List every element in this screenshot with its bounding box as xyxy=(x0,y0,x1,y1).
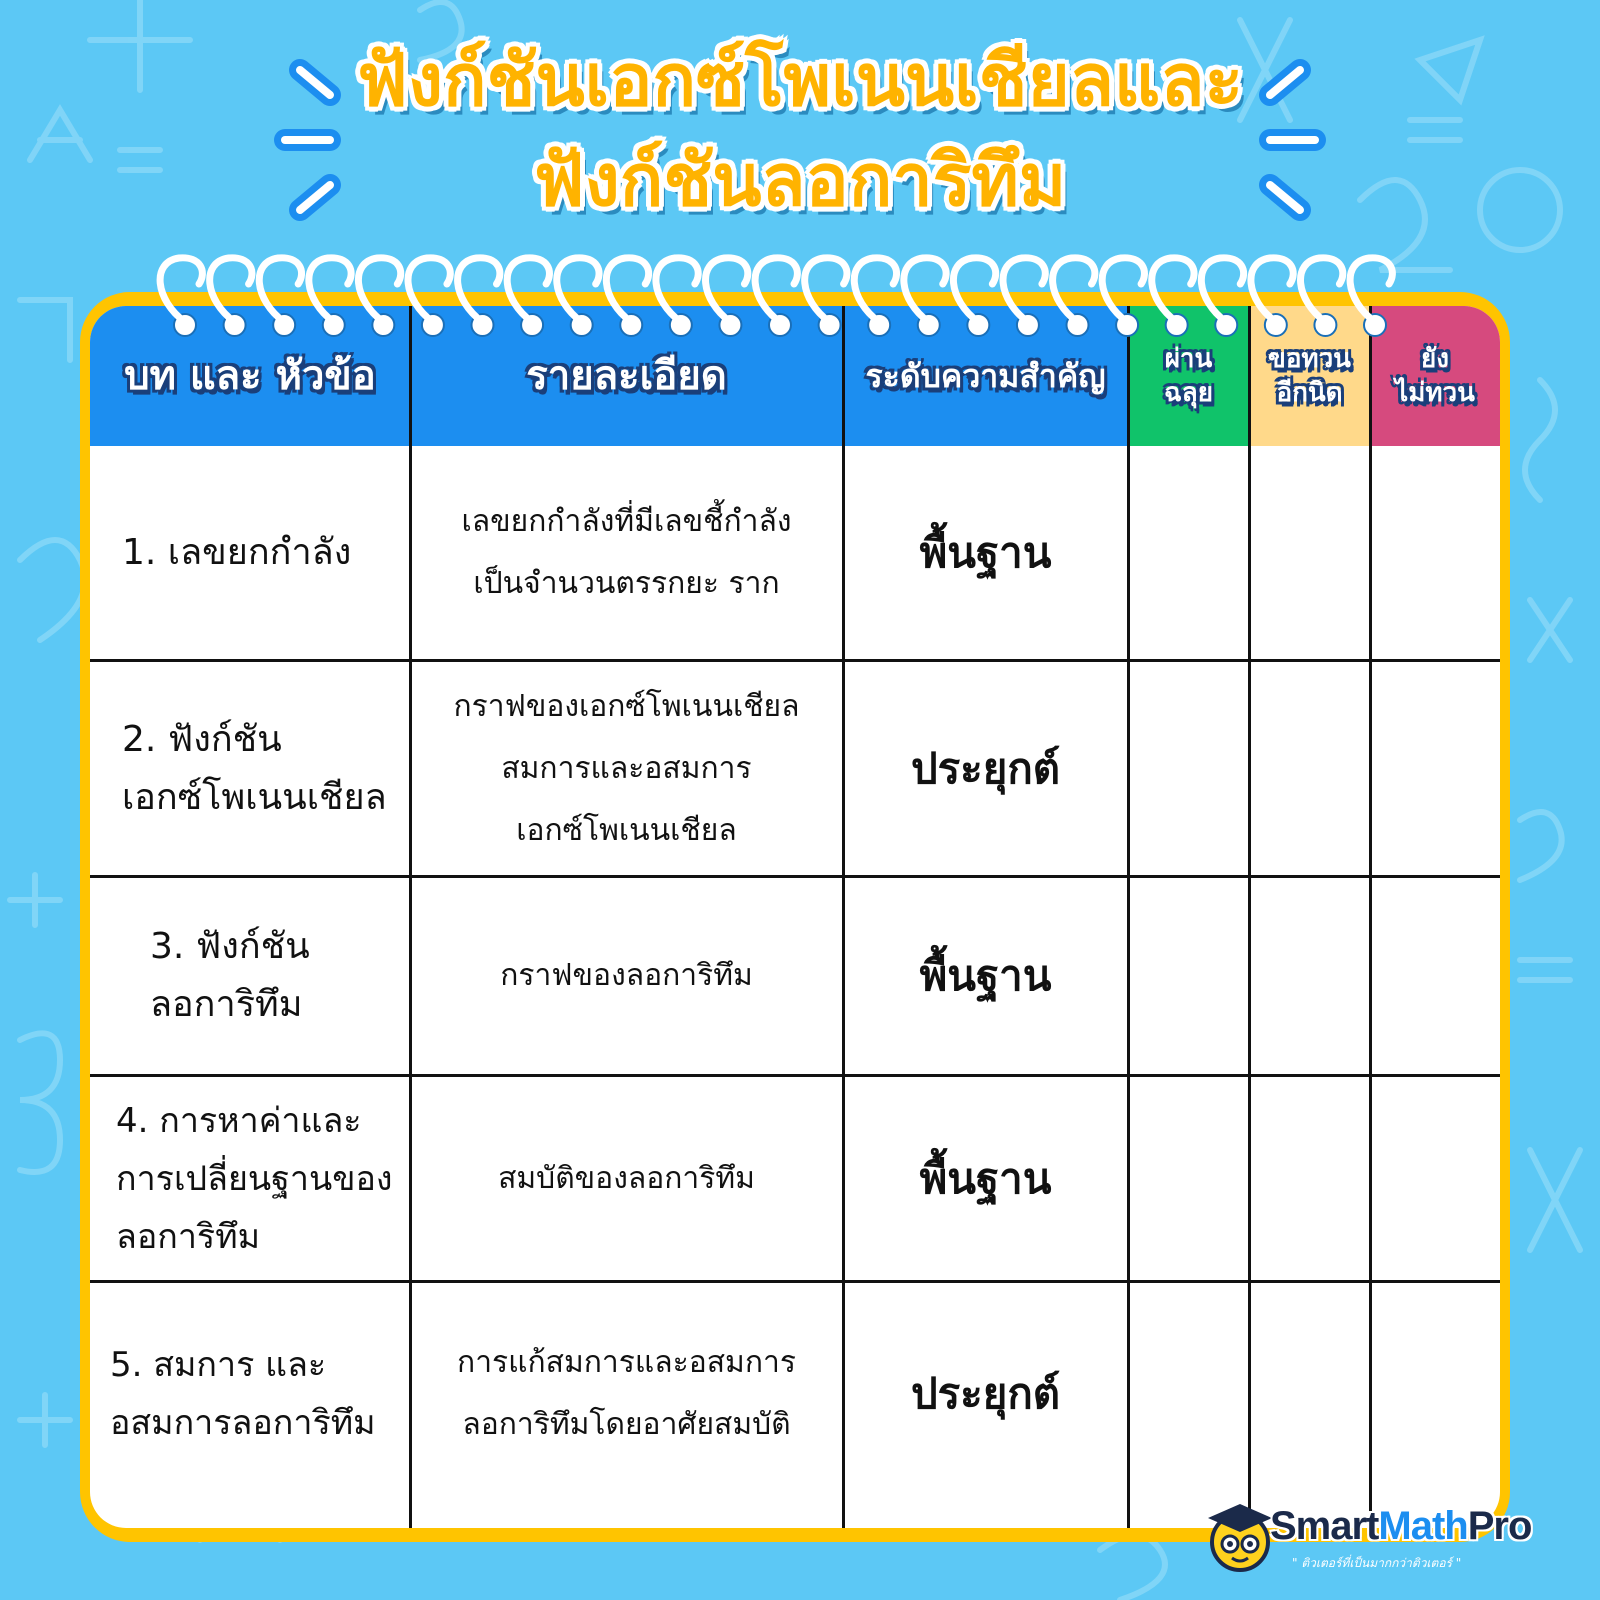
binding-ring xyxy=(259,258,301,322)
row-2-detail: กราฟของเอกซ์โพเนนเชียล สมการและอสมการ เอกซ์โพเนนเชียล xyxy=(453,688,800,848)
row-2-level: ประยุกต์ xyxy=(910,743,1061,793)
column-divider xyxy=(409,306,412,1528)
title-line-1: ฟังก์ชันเอกซ์โพเนนเชียลและ xyxy=(356,38,1244,122)
binding-ring xyxy=(1003,258,1045,322)
logo-word-pro: Pro xyxy=(1467,1504,1532,1548)
header-not-reviewed-label: ยัง ไม่ทวน xyxy=(1395,344,1475,408)
binding-ring xyxy=(309,258,351,322)
row-4-topic: 4. การหาค่าและ การเปลี่ยนฐานของ ลอการิทึม xyxy=(116,1100,393,1257)
row-divider xyxy=(90,875,1500,878)
binding-ring xyxy=(904,258,946,322)
binding-ring xyxy=(358,258,400,322)
row-2-passed-checkbox[interactable] xyxy=(1128,662,1249,875)
row-5-level: ประยุกต์ xyxy=(910,1369,1061,1418)
checklist-table xyxy=(90,306,1500,1528)
header-topic-label: บท และ หัวข้อ xyxy=(124,353,376,399)
binding-ring xyxy=(1301,258,1343,322)
row-1-topic: 1. เลขยกกำลัง xyxy=(122,531,352,573)
logo-word-smart: Smart xyxy=(1270,1504,1379,1548)
row-2-topic: 2. ฟังก์ชัน เอกซ์โพเนนเชียล xyxy=(122,718,387,818)
binding-ring xyxy=(755,258,797,322)
binding-ring xyxy=(557,258,599,322)
binding-ring xyxy=(210,258,252,322)
logo-word-math: Math xyxy=(1378,1504,1468,1548)
binding-ring xyxy=(1053,258,1095,322)
binding-ring xyxy=(1251,258,1293,322)
row-2-not-reviewed-checkbox[interactable] xyxy=(1370,662,1500,875)
binding-ring xyxy=(408,258,450,322)
binding-ring xyxy=(458,258,500,322)
row-1-review-more-checkbox[interactable] xyxy=(1249,446,1370,659)
row-4-passed-checkbox[interactable] xyxy=(1128,1077,1249,1280)
row-5-detail: การแก้สมการและอสมการ ลอการิทึมโดยอาศัยสมบัติ xyxy=(457,1345,796,1442)
row-4-not-reviewed-checkbox[interactable] xyxy=(1370,1077,1500,1280)
row-3-level: พื้นฐาน xyxy=(919,951,1052,1000)
binding-ring xyxy=(1152,258,1194,322)
logo-wordmark xyxy=(1270,1504,1531,1549)
row-5-review-more-checkbox[interactable] xyxy=(1249,1283,1370,1505)
row-4-detail: สมบัติของลอการิทึม xyxy=(498,1160,755,1196)
binding-ring xyxy=(854,258,896,322)
row-2-review-more-checkbox[interactable] xyxy=(1249,662,1370,875)
row-3-detail: กราฟของลอการิทึม xyxy=(500,958,753,993)
column-divider xyxy=(1248,306,1251,1528)
row-4-review-more-checkbox[interactable] xyxy=(1249,1077,1370,1280)
row-divider xyxy=(90,659,1500,662)
binding-ring xyxy=(1102,258,1144,322)
row-4-level: พื้นฐาน xyxy=(919,1153,1052,1203)
spiral-binding-rings xyxy=(0,0,1600,360)
binding-ring xyxy=(706,258,748,322)
column-divider xyxy=(1127,306,1130,1528)
column-divider xyxy=(842,306,845,1528)
row-divider xyxy=(90,1280,1500,1283)
header-detail-label: รายละเอียด xyxy=(526,353,727,399)
row-5-passed-checkbox[interactable] xyxy=(1128,1283,1249,1505)
row-5-topic: 5. สมการ และ อสมการลอการิทึม xyxy=(110,1345,376,1443)
row-3-review-more-checkbox[interactable] xyxy=(1249,878,1370,1074)
row-3-topic: 3. ฟังก์ชัน ลอการิทึม xyxy=(150,926,310,1025)
graduate-cap-face-icon xyxy=(1200,1496,1280,1576)
row-5-not-reviewed-checkbox[interactable] xyxy=(1370,1283,1500,1505)
header-level-label: ระดับความสำคัญ xyxy=(865,357,1106,395)
row-3-not-reviewed-checkbox[interactable] xyxy=(1370,878,1500,1074)
logo-tagline: " ติวเตอร์ที่เป็นมากกว่าติวเตอร์ " xyxy=(1292,1556,1462,1570)
binding-ring xyxy=(953,258,995,322)
binding-ring xyxy=(160,258,202,322)
binding-ring xyxy=(805,258,847,322)
row-divider xyxy=(90,1074,1500,1077)
binding-ring xyxy=(606,258,648,322)
binding-ring xyxy=(1350,258,1392,322)
row-1-level: พื้นฐาน xyxy=(919,527,1052,577)
binding-ring xyxy=(1201,258,1243,322)
column-divider xyxy=(1369,306,1372,1528)
binding-ring xyxy=(507,258,549,322)
smartmathpro-logo xyxy=(1200,1490,1590,1590)
row-1-not-reviewed-checkbox[interactable] xyxy=(1370,446,1500,659)
row-1-passed-checkbox[interactable] xyxy=(1128,446,1249,659)
header-passed-label: ผ่าน ฉลุย xyxy=(1164,344,1213,408)
header-review-more-label: ขอทวน อีกนิด xyxy=(1268,344,1351,408)
row-1-detail: เลขยกกำลังที่มีเลขชี้กำลัง เป็นจำนวนตรรกยะ ราก xyxy=(461,503,792,601)
row-3-passed-checkbox[interactable] xyxy=(1128,878,1249,1074)
title-line-2: ฟังก์ชันลอการิทึม xyxy=(533,138,1067,222)
binding-ring xyxy=(656,258,698,322)
